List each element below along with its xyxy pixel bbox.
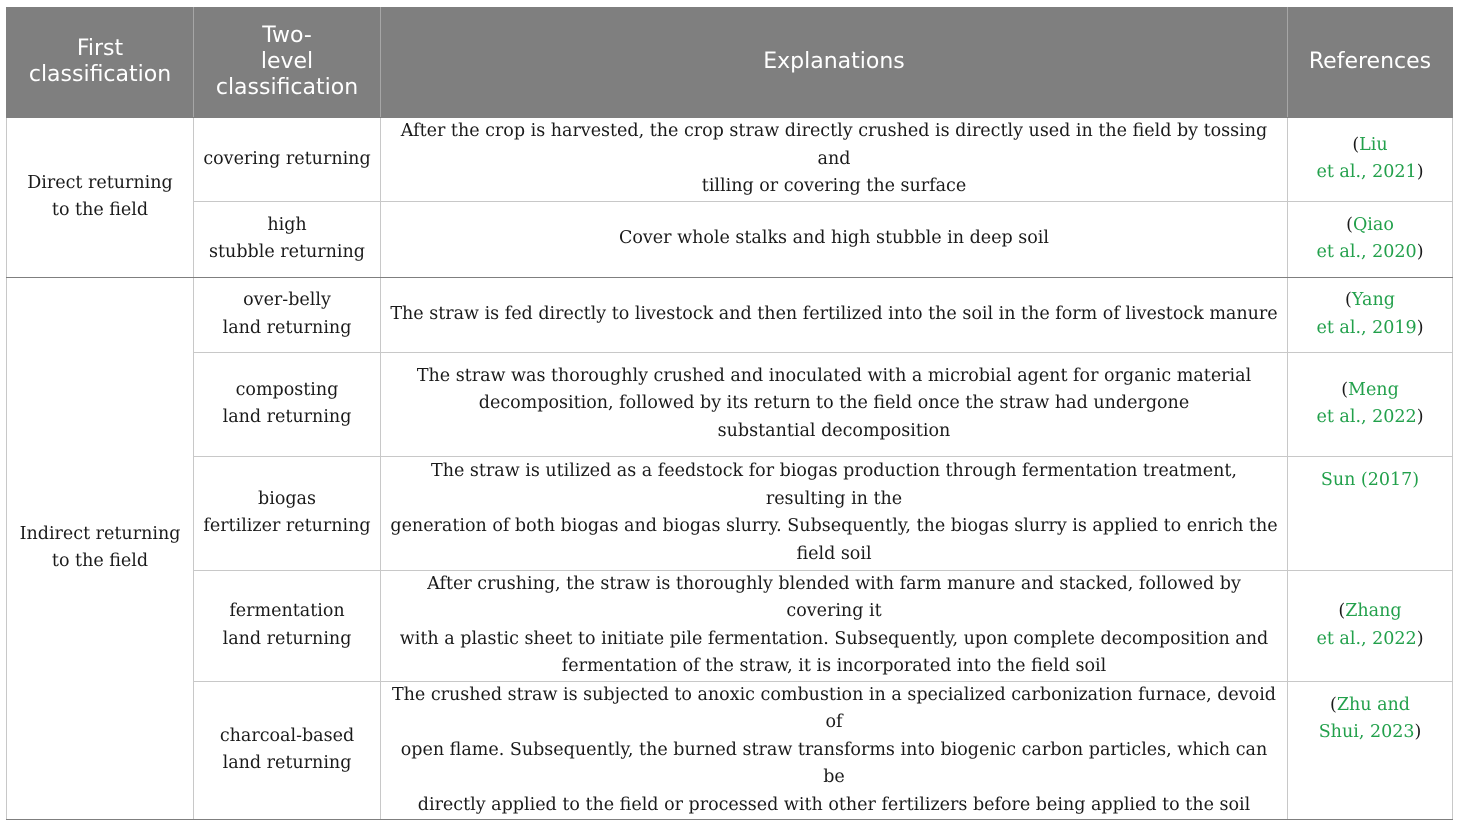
reference-link[interactable]: Qiao [1352,214,1394,235]
reference-link[interactable]: Sun (2017) [1320,469,1420,490]
type-cell: covering returning [194,118,381,202]
reference-link[interactable]: et al., 2020 [1316,242,1417,262]
reference-cell: (Meng et al., 2022) [1288,352,1453,456]
reference-link[interactable]: et al., 2022 [1316,407,1417,427]
header-references: References [1288,7,1453,118]
table-row [7,352,1453,456]
type-cell: biogas fertilizer returning [194,456,381,570]
classification-table-wrapper [6,7,1452,820]
explanation-cell: The straw was thoroughly crushed and inoculated with a microbial agent for organic material decomposition, followed by its return to the field once the straw had undergone substantial decomposition [381,352,1288,456]
explanation-cell: The straw is utilized as a feedstock for biogas production through fermentation treatment, resulting in the generation of both biogas and biogas slurry. Subsequently, the biogas slurry is applied to enrich the field soil [381,456,1288,570]
group-cell-indirect-returning: Indirect returning to the field [7,277,194,820]
table-row [7,456,1453,570]
table-row [7,201,1453,277]
header-row [7,7,1453,118]
reference-link[interactable]: et al., 2022 [1316,628,1417,649]
table-row [7,570,1453,681]
explanation-cell: Cover whole stalks and high stubble in deep soil [381,201,1288,277]
type-cell: fermentation land returning [194,570,381,681]
header-explanations: Explanations [381,7,1288,118]
reference-link[interactable]: Meng [1348,379,1399,400]
reference-cell: (Zhu and Shui, 2023) [1288,681,1453,820]
reference-link[interactable]: Liu [1359,134,1388,155]
table-row [7,681,1453,820]
reference-link[interactable]: Zhang [1345,601,1402,621]
type-cell: high stubble returning [194,201,381,277]
reference-cell [1288,456,1453,570]
reference-cell: (Liu et al., 2021) [1288,118,1453,202]
table-row [7,118,1453,202]
explanation-cell: After crushing, the straw is thoroughly blended with farm manure and stacked, followed by covering it with a plastic sheet to initiate pile fermentation. Subsequently, upon complete decomposition and fermentation of the straw, it is incorporated into the field soil [381,570,1288,681]
explanation-cell: The straw is fed directly to livestock and then fertilized into the soil in the form of livestock manure [381,277,1288,352]
reference-cell: (Zhang et al., 2022) [1288,570,1453,681]
table-row [7,277,1453,352]
reference-link[interactable]: Shui, 2023 [1318,722,1415,742]
group-cell-direct-returning: Direct returning to the field [7,118,194,278]
header-first-classification: First classification [7,7,194,118]
type-cell: composting land returning [194,352,381,456]
reference-cell: (Qiao et al., 2020) [1288,201,1453,277]
reference-cell: (Yang et al., 2019) [1288,277,1453,352]
header-two-level-classification: Two- level classification [194,7,381,118]
reference-link[interactable]: et al., 2021 [1316,162,1417,183]
reference-link[interactable]: et al., 2019 [1316,317,1417,338]
explanation-cell: The crushed straw is subjected to anoxic combustion in a specialized carbonization furnace, devoid of open flame. Subsequently, the burned straw transforms into biogenic carbon particles, which can be directly applied to the field or processed with other fertilizers before being applied to the soil [381,681,1288,820]
type-cell: charcoal-based land returning [194,681,381,820]
reference-link[interactable]: Yang [1351,290,1395,310]
reference-link[interactable]: Zhu and [1336,694,1410,715]
explanation-cell: After the crop is harvested, the crop straw directly crushed is directly used in the field by tossing and tilling or covering the surface [381,118,1288,202]
type-cell: over-belly land returning [194,277,381,352]
straw-returning-classification-table [6,7,1453,820]
